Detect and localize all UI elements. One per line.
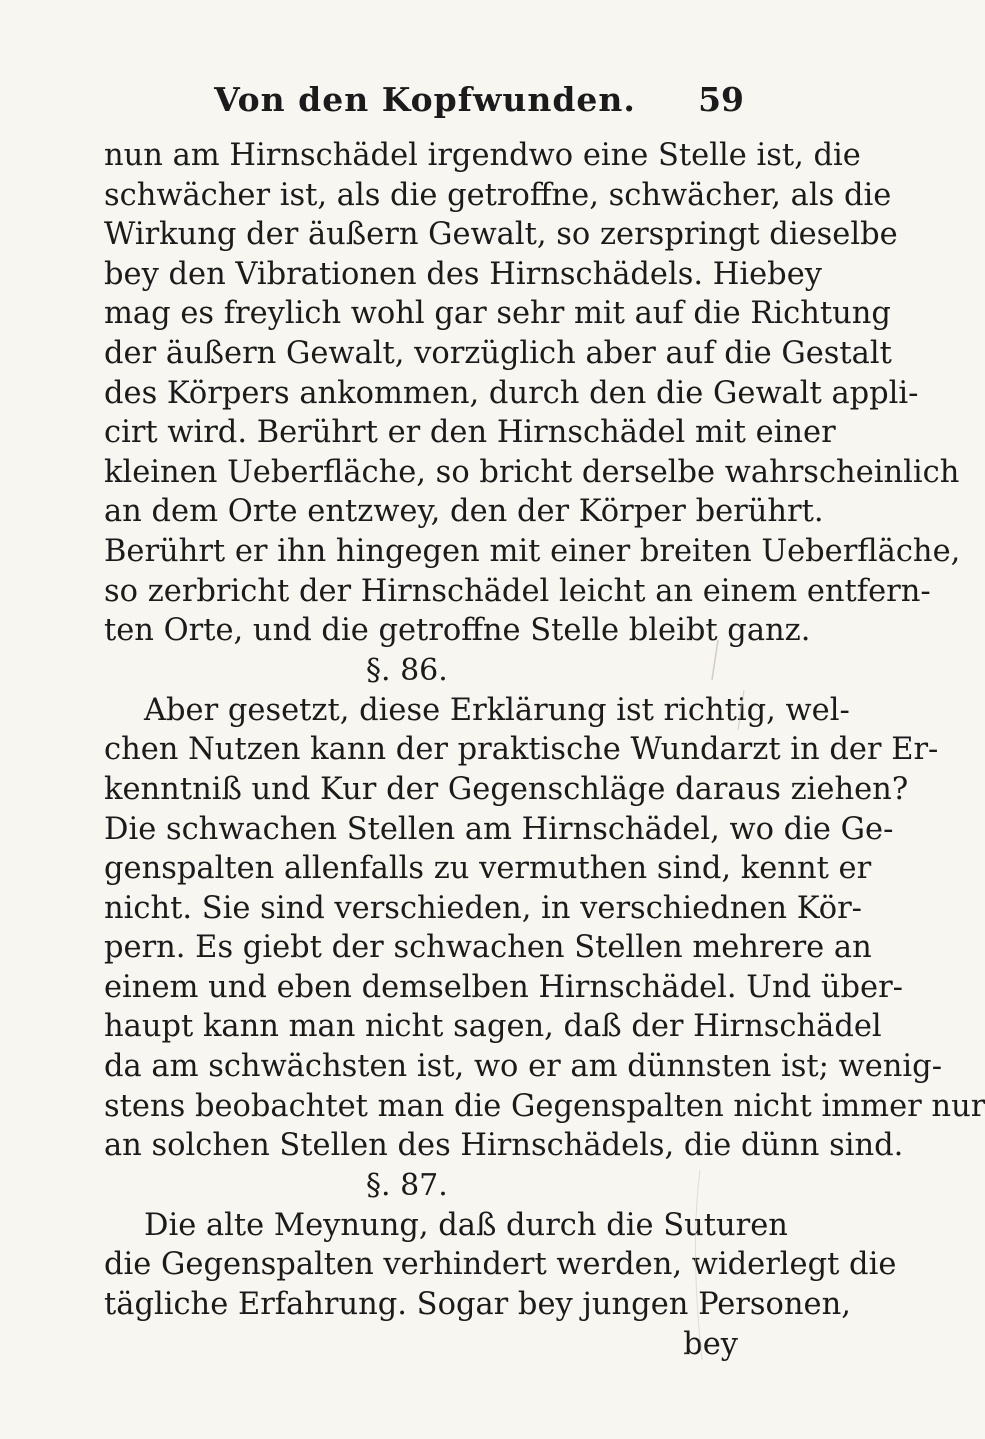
paragraph-2 [104, 691, 985, 1166]
text-line: pern. Es giebt der schwachen Stellen mehrere an [104, 930, 872, 966]
text-line: der äußern Gewalt, vorzüglich aber auf die Gestalt [104, 335, 892, 371]
catchword: bey [683, 1326, 738, 1362]
text-line: Die schwachen Stellen am Hirnschädel, wo die Ge- [104, 811, 894, 847]
text-line: an dem Orte entzwey, den der Körper berührt. [104, 494, 824, 530]
text-line: cirt wird. Berührt er den Hirnschädel mit einer [104, 415, 836, 451]
text-line: die Gegenspalten verhindert werden, widerlegt die [104, 1247, 897, 1283]
text-line: stens beobachtet man die Gegenspalten nicht immer nur [104, 1088, 985, 1124]
paragraph-1 [104, 136, 961, 651]
text-line: schwächer ist, als die getroffne, schwächer, als die [104, 177, 892, 213]
text-line: des Körpers ankommen, durch den die Gewalt appli- [104, 375, 919, 411]
text-line: Aber gesetzt, diese Erklärung ist richtig, wel- [144, 692, 850, 728]
text-line: einem und eben demselben Hirnschädel. Und über- [104, 969, 903, 1005]
text-line: da am schwächsten ist, wo er am dünnsten ist; wenig- [104, 1049, 943, 1085]
text-line: so zerbricht der Hirnschädel leicht an einem entfern- [104, 573, 931, 609]
section-heading-86: §. 86. [366, 652, 448, 688]
text-line: Die alte Meynung, daß durch die Suturen [144, 1207, 788, 1243]
text-line: ten Orte, und die getroffne Stelle bleibt ganz. [104, 613, 811, 649]
text-line: kleinen Ueberfläche, so bricht derselbe wahrscheinlich [104, 454, 960, 490]
text-line: haupt kann man nicht sagen, daß der Hirnschädel [104, 1009, 882, 1045]
section-heading-87: §. 87. [366, 1167, 448, 1203]
running-title: Von den Kopfwunden. [214, 80, 636, 119]
text-line: nicht. Sie sind verschieden, in verschiednen Kör- [104, 890, 862, 926]
text-line: Wirkung der äußern Gewalt, so zerspringt dieselbe [104, 217, 898, 253]
text-line: mag es freylich wohl gar sehr mit auf die Richtung [104, 296, 891, 332]
text-line: genspalten allenfalls zu vermuthen sind, kennt er [104, 851, 872, 887]
paragraph-3 [104, 1206, 897, 1364]
page-number: 59 [698, 80, 744, 119]
page-header [104, 70, 746, 118]
text-line: tägliche Erfahrung. Sogar bey jungen Personen, [104, 1287, 851, 1323]
text-line: Berührt er ihn hingegen mit einer breiten Ueberfläche, [104, 533, 961, 569]
text-line: kenntniß und Kur der Gegenschläge daraus ziehen? [104, 771, 909, 807]
text-line: an solchen Stellen des Hirnschädels, die dünn sind. [104, 1128, 904, 1164]
text-line: nun am Hirnschädel irgendwo eine Stelle ist, die [104, 138, 861, 173]
text-line: bey den Vibrationen des Hirnschädels. Hiebey [104, 256, 822, 292]
text-line: chen Nutzen kann der praktische Wundarzt in der Er- [104, 732, 939, 768]
